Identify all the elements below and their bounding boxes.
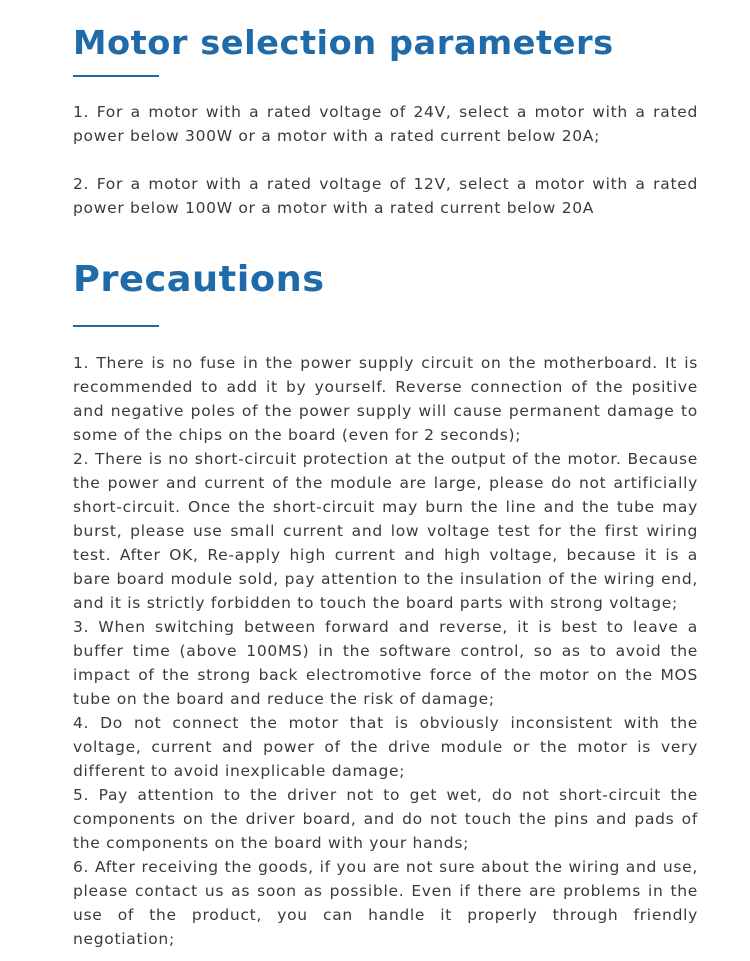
precaution-item-2: 2. There is no short-circuit protection at the output of the motor. Because the power and current of the module are large, please do not artificially short-circuit. Once the short-circuit may burn the line and the tube may burst, please use small current and low voltage test for the first wiring test. After OK, Re-apply high current and high voltage, because it is a bare board module sold, pay attention to the insulation of the wiring end, and it is strictly forbidden to touch the board parts with strong voltage; [73, 450, 698, 612]
precaution-item-3: 3. When switching between forward and reverse, it is best to leave a buffer time (above 100MS) in the software control, so as to avoid the impact of the strong back electromotive force of the motor on the MOS tube on the board and reduce the risk of damage; [73, 618, 698, 708]
motor-selection-heading: Motor selection parameters [73, 23, 614, 62]
precautions-list [73, 351, 698, 951]
precaution-item-6: 6. After receiving the goods, if you are not sure about the wiring and use, please contact us as soon as possible. Even if there are problems in the use of the product, you can handle it properly through friendly negotiation; [73, 858, 698, 948]
motor-selection-item-2: 2. For a motor with a rated voltage of 12V, select a motor with a rated power below 100W or a motor with a rated current below 20A [73, 175, 698, 217]
precaution-item-5: 5. Pay attention to the driver not to get wet, do not short-circuit the components on the driver board, and do not touch the pins and pads of the components on the board with your hands; [73, 786, 698, 852]
heading-underline [73, 75, 159, 77]
heading-underline [73, 325, 159, 327]
precaution-item-1: 1. There is no fuse in the power supply circuit on the motherboard. It is recommended to add it by yourself. Reverse connection of the positive and negative poles of the power supply will cause permanent damage to some of the chips on the board (even for 2 seconds); [73, 354, 698, 444]
motor-selection-item-1: 1. For a motor with a rated voltage of 24V, select a motor with a rated power below 300W or a motor with a rated current below 20A; [73, 103, 698, 145]
precautions-heading: Precautions [73, 259, 325, 300]
precaution-item-4: 4. Do not connect the motor that is obviously inconsistent with the voltage, current and power of the drive module or the motor is very different to avoid inexplicable damage; [73, 714, 698, 780]
